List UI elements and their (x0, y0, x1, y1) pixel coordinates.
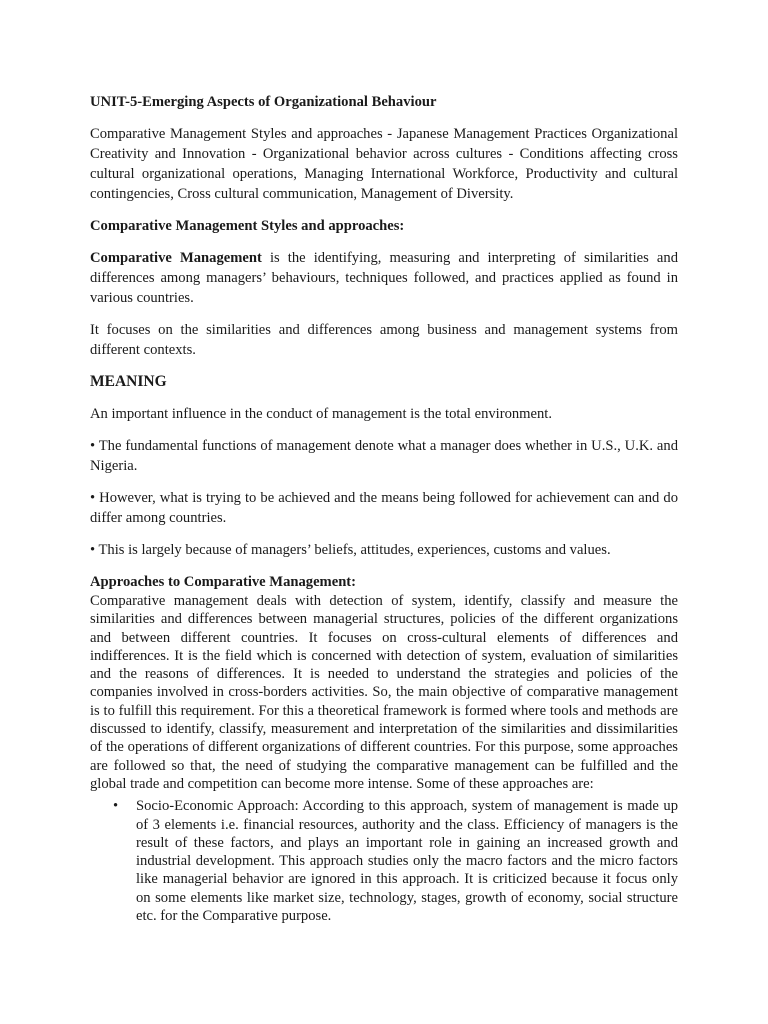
approaches-heading: Approaches to Comparative Management: (90, 574, 357, 590)
unit-intro-paragraph: Comparative Management Styles and approaches - Japanese Management Practices Organizational Creativity and Innovation - Organizational behavior across cultures - Conditions affecting cross cultural organizational operations, Managing International Workforce, Productivity and cultural contingencies, Cross cultural communication, Management of Diversity. (90, 126, 678, 202)
meaning-point: • The fundamental functions of management denote what a manager does whether in U.S., U.K. and Nigeria. (90, 438, 678, 474)
section-heading-comparative-styles: Comparative Management Styles and approaches: (90, 218, 405, 234)
list-item (113, 797, 678, 925)
meaning-heading: MEANING (90, 373, 167, 390)
approaches-paragraph: Comparative management deals with detection of system, identify, classify and measure the similarities and differences between managerial structures, policies of the different organizations and between different countries. It focuses on cross-cultural elements of differences and indifferences. It is the field which is concerned with detection of system, evaluation of similarities and the reasons of differences. It is needed to understand the strategies and policies of the companies involved in cross-borders activities. So, the main objective of comparative management is to fulfill this requirement. For this a theoretical framework is formed where tools and methods are discussed to identify, classify, measurement and interpretation of the similarities and dissimilarities of the operations of different organizations of different countries. For this purpose, some approaches are followed so that, the need of studying the comparative management can be fulfilled and the global trade and competition can become more intense. Some of these approaches are: (90, 593, 678, 792)
document-title: UNIT-5-Emerging Aspects of Organizational Behaviour (90, 94, 437, 110)
meaning-point: • This is largely because of managers’ beliefs, attitudes, experiences, customs and values. (90, 542, 611, 558)
list-item-text: Socio-Economic Approach: According to this approach, system of management is made up of 3 elements i.e. financial resources, authority and the class. Efficiency of managers is the result of these factors, and plays an important role in gaining an increased growth and industrial development. This approach studies only the macro factors and the micro factors like managerial behavior are ignored in this approach. It is criticized because it focus only on some elements like market size, technology, stages, growth of economy, social structure etc. for the Comparative purpose. (136, 798, 678, 925)
approaches-list (90, 797, 678, 925)
document-page (90, 92, 678, 925)
definition-text: is the identifying, measuring and interpreting of similarities and differences among managers’ behaviours, techniques followed, and practices applied as found in various countries. (90, 250, 678, 306)
focus-paragraph: It focuses on the similarities and differences among business and management systems from different contexts. (90, 322, 678, 358)
meaning-intro-paragraph: An important influence in the conduct of management is the total environment. (90, 406, 553, 422)
meaning-point: • However, what is trying to be achieved and the means being followed for achievement can and do differ among countries. (90, 490, 678, 526)
definition-paragraph (90, 248, 678, 308)
definition-term: Comparative Management (90, 250, 262, 266)
bullet-icon: • (113, 798, 119, 815)
